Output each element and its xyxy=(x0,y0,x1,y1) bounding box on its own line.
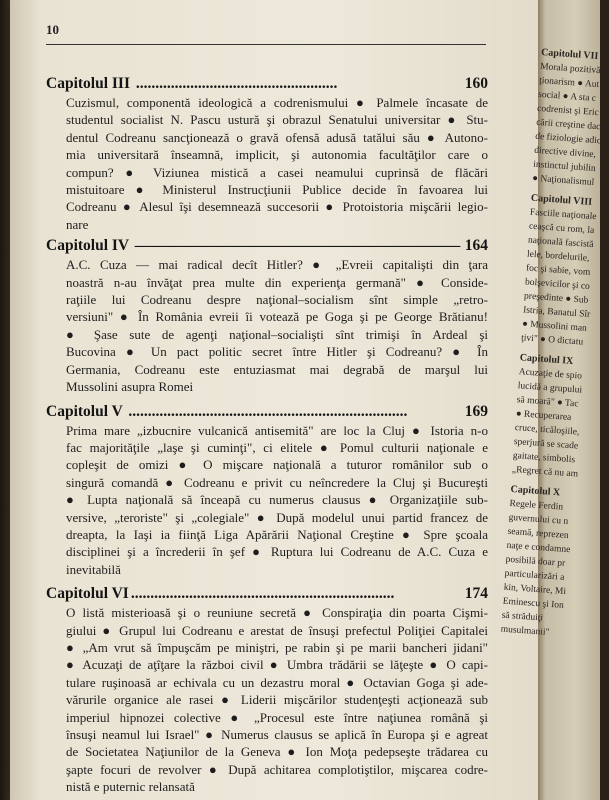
chapter-summary xyxy=(66,256,488,395)
chapter-title: Capitolul V xyxy=(46,402,127,420)
book-page xyxy=(10,0,538,800)
adjacent-line: Regele Ferdin xyxy=(509,498,564,513)
summary-line: Germania, Codreanu este entuziasmat mai degrabă de marşul lui xyxy=(66,361,488,377)
adjacent-line: Eminescu şi Ion xyxy=(502,596,565,611)
summary-line: nare xyxy=(66,216,89,232)
chapter-entry xyxy=(46,236,488,395)
chapter-leader: ————————————————————— xyxy=(134,237,461,255)
header-rule xyxy=(46,44,486,45)
summary-line: şapte focuri de revolver ● După achitarea complotiştilor, mişcarea codre- xyxy=(66,761,488,777)
adjacent-line: particularizări a xyxy=(504,568,565,583)
summary-line: vărurile organice ale rasei ● Liderii mişcărilor studenţeşti acţionează sub xyxy=(66,692,488,708)
summary-line: dreapta, la Iaşi ia fiinţă Liga Apărării Naţional Creştine ● Spre şcoala xyxy=(66,526,488,542)
adjacent-chapter-title: Capitolul VII xyxy=(540,46,599,62)
summary-line: ● Acuzaţi de aţîţare la război civil ● Umbra trădării se lăţeşte ● O capi- xyxy=(66,657,488,673)
chapter-summary xyxy=(66,604,488,795)
chapter-page-number: 164 xyxy=(464,237,488,255)
summary-line: mistuitoare ● Ministerul Instrucţiunii Publice decide în favoarea lui xyxy=(66,182,488,198)
summary-line: inevitabilă xyxy=(66,561,121,577)
adjacent-line: directive divine, xyxy=(533,145,597,161)
summary-line: mia universitară înseamnă, implicit, şi autonomia facultăţilor care o xyxy=(66,147,488,163)
summary-line: versive, „teroriste" şi „colegiale" ● După modelul unui partid francez de xyxy=(66,509,488,525)
adjacent-line: Istria, Banatul Sîr xyxy=(522,305,591,321)
summary-line: compun? ● Viziunea mistică a casei neamului cuprinsă de flăcări xyxy=(66,164,488,180)
adjacent-line: seamă, reprezen xyxy=(507,526,569,542)
summary-line: ● „Am vrut să împuşcăm pe miniştri, pe rabin şi pe marii bancheri jidani" xyxy=(66,639,488,655)
adjacent-line: naţională fascistă xyxy=(527,235,594,251)
chapter-entry xyxy=(46,584,488,795)
adjacent-line: bolşevicilor şi co xyxy=(524,277,591,292)
adjacent-line: sperjură se scade xyxy=(513,437,579,452)
summary-line: noastră n-au învăţat prea multe din experienţa germană" ● Conside- xyxy=(66,274,488,290)
summary-line: copleşit de omizi ● O mişcare naţională a tuturor românilor sub o xyxy=(66,457,488,473)
adjacent-line: să străduiţi xyxy=(501,610,544,624)
summary-line: însuşi neamul lui Israel" ● Numerus clausus se aplică în Europa şi e agreat xyxy=(66,727,488,742)
chapter-title: Capitolul IV xyxy=(46,237,133,255)
adjacent-line: kin, Voltaire, Mi xyxy=(503,582,567,598)
adjacent-line: Morala pozitivă xyxy=(539,61,601,77)
adjacent-line: ceaşcă cu rom, la xyxy=(528,221,595,237)
adjacent-line: codrenist şi Eric xyxy=(536,103,600,119)
adjacent-line: instinctul jubilin xyxy=(532,159,597,175)
adjacent-line: gaitate, simbolis xyxy=(512,450,576,466)
page-number: 10 xyxy=(46,22,59,37)
adjacent-line: ● Naţionalismul xyxy=(531,173,595,188)
adjacent-line: Fasciile naţionale xyxy=(529,207,597,223)
summary-line: Mussolini asupra Romei xyxy=(66,379,194,395)
adjacent-line: ţivi" ● O dictatu xyxy=(520,333,584,348)
adjacent-line: posibilă doar pr xyxy=(505,554,566,569)
chapter-leader: .................................................................... xyxy=(130,585,395,603)
chapter-title: Capitolul III xyxy=(46,75,134,92)
summary-line: Codreanu ● Alesul îşi desemnează succesorii ● Protoistoria mişcării legio- xyxy=(66,199,488,215)
adjacent-line: lele, bordelurile, xyxy=(526,249,590,264)
summary-line: Bucovina ● Un pact politic secret între Hitler şi Codreanu? ● În xyxy=(66,344,488,360)
summary-line: dentul Codreanu sancţionează o gravă ofensă adusă tatălui său ● Autono- xyxy=(66,129,488,145)
summary-line: Prima mare „izbucnire vulcanică antisemită" are loc la Cluj ● Istoria n-o xyxy=(66,422,488,438)
summary-line: disciplinei şi a încrederii în şef ● Ruptura lui Codreanu de A.C. Cuza e xyxy=(66,544,488,560)
summary-line: fac majorităţile „laşe şi cuminţi", ci elitele ● Pomul culturii naţionale e xyxy=(66,439,488,455)
table-of-contents xyxy=(46,64,488,796)
summary-line: singură comandă ● Codreanu e privit cu neîncredere la Cluj şi Bucureşti xyxy=(66,474,488,490)
adjacent-line: social ● A sta c xyxy=(537,89,597,104)
chapter-summary xyxy=(66,422,488,579)
adjacent-line: preşedinte ● Sub xyxy=(523,291,589,306)
chapter-summary xyxy=(66,94,488,233)
adjacent-chapter-title: Capitolul X xyxy=(510,483,561,499)
adjacent-line: naţe e condamne xyxy=(506,540,571,556)
chapter-heading xyxy=(46,236,488,256)
adjacent-line: de fiziologie adic xyxy=(534,131,602,147)
adjacent-page xyxy=(500,0,602,800)
chapter-entry xyxy=(46,402,488,579)
adjacent-line: guvernului cu n xyxy=(508,512,569,527)
summary-line: Cuzismul, componentă ideologică a codrenismului ● Palmele încasate de xyxy=(66,95,488,110)
chapter-heading xyxy=(46,584,488,604)
chapter-page-number: 174 xyxy=(464,585,488,603)
adjacent-line: „Regret că nu am xyxy=(511,464,579,480)
chapter-title: Capitolul VI xyxy=(46,585,129,603)
adjacent-line: ● Mussolini man xyxy=(521,319,588,334)
summary-line: studentul socialist N. Pascu ustură şi obrazul Senatului universitar ● Stu- xyxy=(66,112,488,128)
chapter-heading xyxy=(46,74,488,94)
summary-line: imperiul hipnozei colective ● „Procesul este între naţiunea română şi xyxy=(66,709,488,725)
adjacent-line: foc şi sabie, vom xyxy=(525,263,591,278)
adjacent-line: cării creştine dac xyxy=(535,117,601,133)
chapter-page-number: 160 xyxy=(464,75,488,92)
adjacent-line: lucidă a grupului xyxy=(517,381,583,396)
summary-line: de Societatea Naţiunilor de la Geneva ● Ion Moţa pedepseşte trădarea cu xyxy=(66,744,488,760)
summary-line: ● Şase sute de agenţi naţional–socialişti sînt trimişi în Ardeal şi xyxy=(66,326,488,342)
summary-line: giului ● Grupul lui Codreanu e arestat de însuşi prefectul Poliţiei Capitalei xyxy=(66,622,488,638)
adjacent-line: musulmanii" xyxy=(500,624,550,638)
chapter-entry xyxy=(46,74,488,233)
adjacent-chapter-title: Capitolul VIII xyxy=(530,192,593,208)
chapter-heading xyxy=(46,402,488,422)
summary-line: O listă misterioasă şi o reuniune secretă ● Conspiraţia din poarta Cişmi- xyxy=(66,605,488,621)
summary-line: ● Lupta naţională să înceapă cu numerus clausus ● Organizaţiile sub- xyxy=(66,492,488,508)
chapter-page-number: 169 xyxy=(464,402,488,420)
summary-line: tulare ruşinoasă ar echivala cu un dezastru moral ● Octavian Goga şi ade- xyxy=(66,674,488,690)
summary-line: raţiile lui Codreanu despre naţional–socialism sînt simple „retro- xyxy=(66,292,488,308)
summary-line: nistă e puternic relansată xyxy=(66,779,195,795)
adjacent-line: ● Recuperarea xyxy=(515,409,572,423)
chapter-leader: ........................................................................ xyxy=(128,402,408,420)
summary-line: A.C. Cuza — mai radical decît Hitler? ● „Evreii capitalişti din ţara xyxy=(66,257,488,273)
adjacent-line: să moară" ● Tac xyxy=(516,395,579,410)
adjacent-chapter-title: Capitolul IX xyxy=(519,352,574,367)
summary-line: versiuni" ● În România evreii îi votează pe Goga şi pe George Brătianu! xyxy=(66,309,488,325)
adjacent-line: Acuzaţie de spio xyxy=(518,367,583,382)
adjacent-line: cruce, ticăloşiile, xyxy=(514,423,580,438)
chapter-leader: .................................................... xyxy=(135,75,338,92)
adjacent-line: ţionarism ● Aut xyxy=(538,75,600,91)
